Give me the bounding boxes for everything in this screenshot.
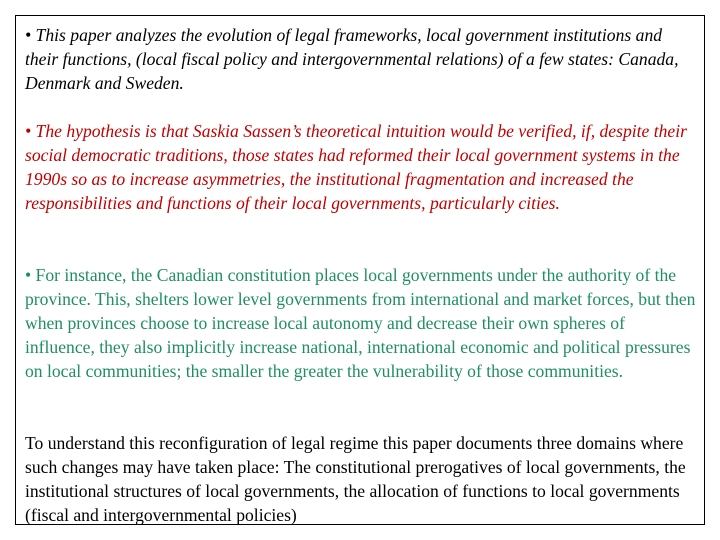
paragraph-canadian-example: • For instance, the Canadian constitution places local governments under the authority of the province. This, shelters lower level governments from international and market forces, but then when provinces choose to increase local autonomy and decrease their own spheres of influence, they also implicitly increase national, international economic and political pressures on local communities; the smaller the greater the vulnerability of those communities. [25,265,696,381]
paragraph-research-domains: To understand this reconfiguration of legal regime this paper documents three domains where such changes may have taken place: The constitutional prerogatives of local governments, the institutional structures of local governments, the allocation of functions to local governments (fiscal and intergovernmental policies) [25,433,686,525]
paragraph-paper-scope: • This paper analyzes the evolution of legal frameworks, local government institutions and their functions, (local fiscal policy and intergovernmental relations) of a few states: Canada, Denmark and Sweden. [25,25,679,93]
slide-text-box [15,15,705,525]
paragraph-hypothesis: • The hypothesis is that Saskia Sassen’s theoretical intuition would be verified, if, despite their social democratic traditions, those states had reformed their local government systems in the 1990s so as to increase asymmetries, the institutional fragmentation and increased the responsibilities and functions of their local governments, particularly cities. [25,121,687,213]
